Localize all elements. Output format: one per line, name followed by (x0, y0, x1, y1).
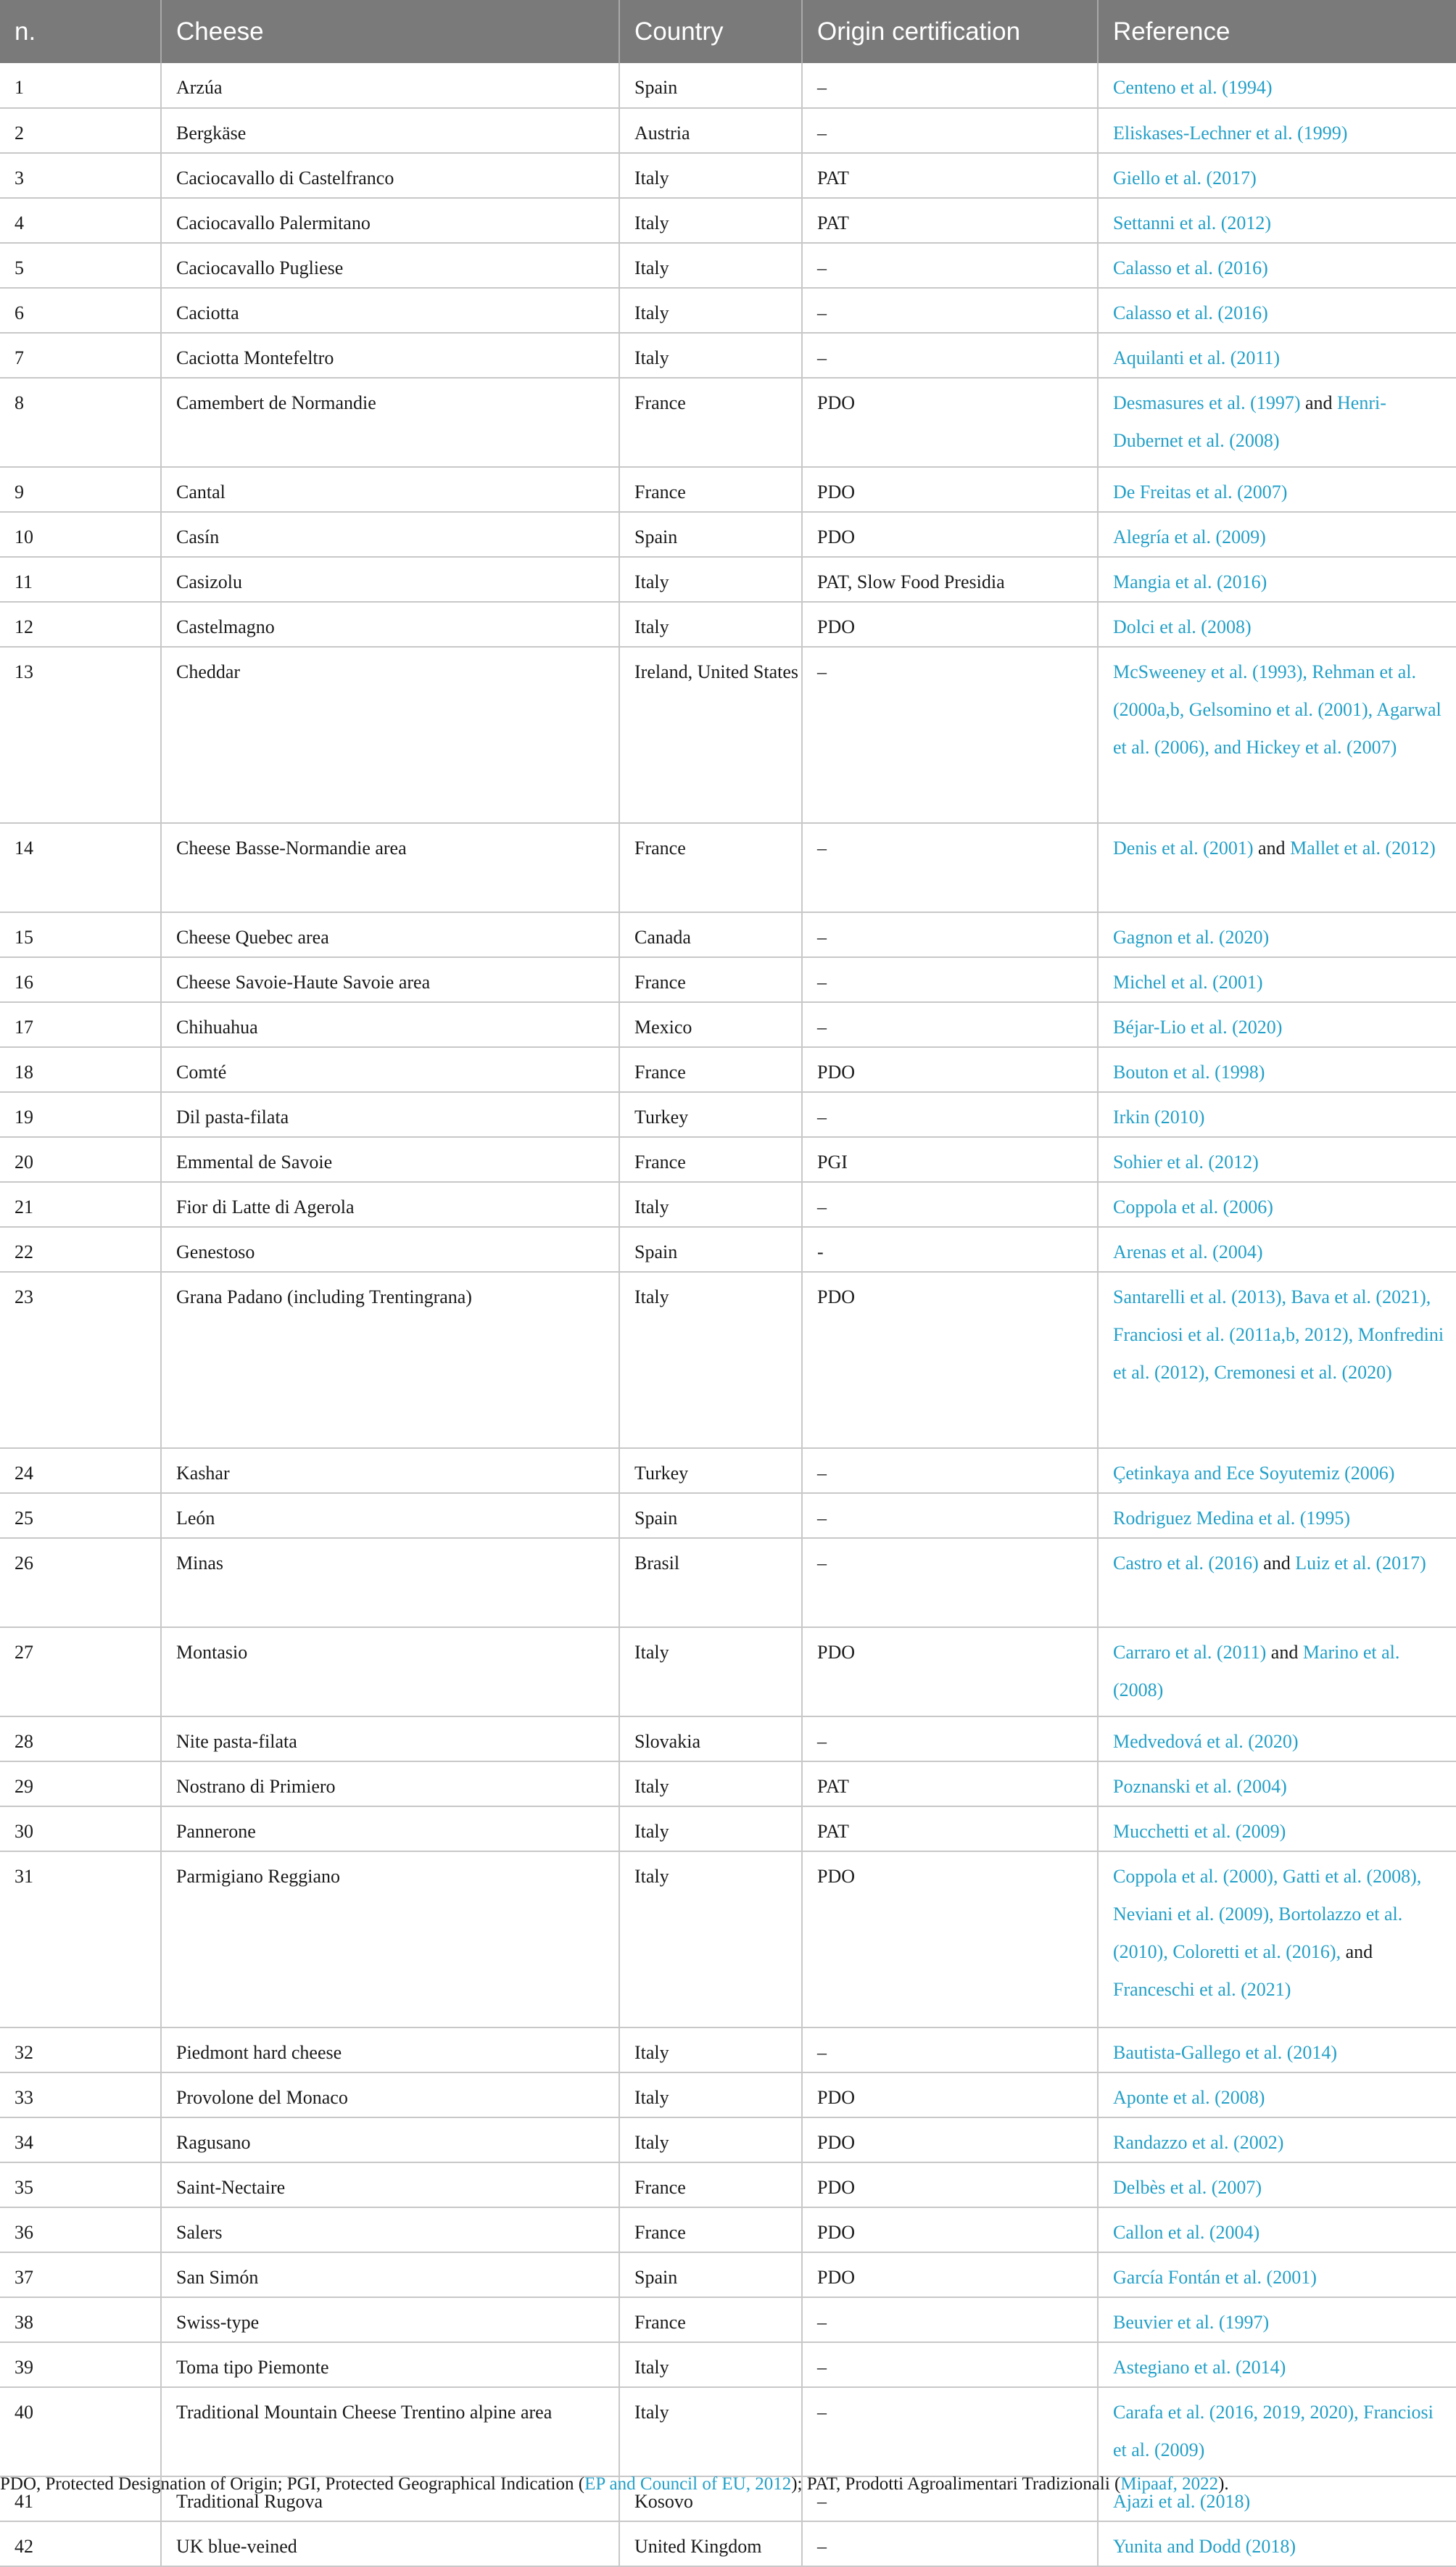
cheese-name: Swiss-type (161, 2297, 619, 2342)
origin-certification: PDO (802, 378, 1098, 467)
country: Italy (619, 288, 802, 333)
table-row (0, 1227, 1456, 1272)
origin-certification: PDO (802, 2072, 1098, 2117)
cheese-name: Casizolu (161, 557, 619, 602)
reference-link[interactable]: Settanni et al. (2012) (1098, 198, 1456, 243)
reference-link[interactable]: Calasso et al. (2016) (1098, 288, 1456, 333)
table-row (0, 333, 1456, 378)
country: Italy (619, 2072, 802, 2117)
country: France (619, 823, 802, 912)
reference-link[interactable]: Castro et al. (2016) (1113, 1553, 1259, 1574)
reference-link[interactable]: Marino et al. (2008) (1113, 1642, 1400, 1700)
cheese-name: Emmental de Savoie (161, 1137, 619, 1182)
reference-link[interactable]: Denis et al. (2001) (1113, 838, 1254, 859)
table-row (0, 647, 1456, 823)
reference-link[interactable]: Ajazi et al. (2018) (1098, 2476, 1456, 2521)
table-row (0, 557, 1456, 602)
row-number: 39 (0, 2342, 161, 2387)
cheese-name: Toma tipo Piemonte (161, 2342, 619, 2387)
header-cheese: Cheese (161, 0, 619, 63)
cheese-name: Fior di Latte di Agerola (161, 1182, 619, 1227)
cheese-name: Dil pasta-filata (161, 1092, 619, 1137)
country: United Kingdom (619, 2521, 802, 2566)
country: France (619, 2207, 802, 2252)
reference-cell (1098, 1851, 1456, 2027)
country: Spain (619, 512, 802, 557)
reference-link[interactable]: Béjar-Lio et al. (2020) (1098, 1002, 1456, 1047)
origin-certification: PDO (802, 1272, 1098, 1448)
row-number: 6 (0, 288, 161, 333)
country: Italy (619, 1182, 802, 1227)
table-row (0, 108, 1456, 153)
cheese-name: Cheese Basse-Normandie area (161, 823, 619, 912)
origin-certification: – (802, 63, 1098, 108)
country: Italy (619, 1627, 802, 1716)
reference-link[interactable]: Yunita and Dodd (2018) (1098, 2521, 1456, 2566)
country: Turkey (619, 1448, 802, 1493)
cheese-name: Caciotta (161, 288, 619, 333)
reference-link[interactable]: Carafa et al. (2016, 2019, 2020), Franciosi et al. (2009) (1098, 2387, 1456, 2476)
country: Italy (619, 1806, 802, 1851)
footnote-link-ep[interactable]: EP and Council of EU, 2012 (584, 2474, 792, 2494)
country: Spain (619, 1227, 802, 1272)
table-row (0, 243, 1456, 288)
reference-link[interactable]: García Fontán et al. (2001) (1098, 2252, 1456, 2297)
row-number: 40 (0, 2387, 161, 2476)
table-row (0, 2207, 1456, 2252)
header-reference: Reference (1113, 17, 1230, 46)
table-row (0, 467, 1456, 512)
origin-certification: – (802, 957, 1098, 1002)
origin-certification: PAT, Slow Food Presidia (802, 557, 1098, 602)
origin-certification: – (802, 2342, 1098, 2387)
cheese-name: Caciocavallo di Castelfranco (161, 153, 619, 198)
cheese-name: Cheese Savoie-Haute Savoie area (161, 957, 619, 1002)
country: France (619, 2297, 802, 2342)
country: Italy (619, 243, 802, 288)
country: Ireland, United States (619, 647, 802, 823)
row-number: 19 (0, 1092, 161, 1137)
origin-certification: PAT (802, 198, 1098, 243)
row-number: 36 (0, 2207, 161, 2252)
table-row (0, 512, 1456, 557)
cheese-name: Cheese Quebec area (161, 912, 619, 957)
cheese-name: Cheddar (161, 647, 619, 823)
reference-link[interactable]: Sohier et al. (2012) (1098, 1137, 1456, 1182)
row-number: 32 (0, 2027, 161, 2072)
country: Italy (619, 1851, 802, 2027)
table-row (0, 1716, 1456, 1761)
reference-link[interactable]: Carraro et al. (2011) (1113, 1642, 1267, 1663)
origin-certification: PDO (802, 1851, 1098, 2027)
row-number: 23 (0, 1272, 161, 1448)
row-number: 15 (0, 912, 161, 957)
header-origin: Origin certification (802, 0, 1098, 63)
table-row (0, 2072, 1456, 2117)
country: France (619, 2162, 802, 2207)
origin-certification: PAT (802, 1806, 1098, 1851)
origin-certification: – (802, 1182, 1098, 1227)
footnote-text-2: ); PAT, Prodotti Agroalimentari Tradizionali ( (791, 2474, 1121, 2494)
header-row (0, 0, 1456, 63)
row-number: 1 (0, 63, 161, 108)
origin-certification: – (802, 2476, 1098, 2521)
row-number: 18 (0, 1047, 161, 1092)
country: Italy (619, 333, 802, 378)
reference-link[interactable]: Eliskases-Lechner et al. (1999) (1098, 108, 1456, 153)
origin-certification: – (802, 647, 1098, 823)
reference-link[interactable]: Bautista-Gallego et al. (2014) (1098, 2027, 1456, 2072)
origin-certification: PDO (802, 602, 1098, 647)
table-row (0, 1182, 1456, 1227)
cheese-name: Caciocavallo Palermitano (161, 198, 619, 243)
cheese-name: Provolone del Monaco (161, 2072, 619, 2117)
cheese-name: Ragusano (161, 2117, 619, 2162)
table-row (0, 1493, 1456, 1538)
origin-certification: – (802, 1092, 1098, 1137)
row-number: 10 (0, 512, 161, 557)
table-row (0, 1448, 1456, 1493)
table-row (0, 1851, 1456, 2027)
reference-link[interactable]: Giello et al. (2017) (1098, 153, 1456, 198)
cheese-name: Cantal (161, 467, 619, 512)
country: Italy (619, 557, 802, 602)
reference-link[interactable]: De Freitas et al. (2007) (1098, 467, 1456, 512)
row-number: 38 (0, 2297, 161, 2342)
reference-link[interactable]: Bouton et al. (1998) (1098, 1047, 1456, 1092)
origin-certification: – (802, 2297, 1098, 2342)
table-row (0, 198, 1456, 243)
row-number: 12 (0, 602, 161, 647)
country: Canada (619, 912, 802, 957)
origin-certification: – (802, 2387, 1098, 2476)
header-country: Country (619, 0, 802, 63)
reference-link[interactable]: Michel et al. (2001) (1098, 957, 1456, 1002)
reference-link[interactable]: Dolci et al. (2008) (1098, 602, 1456, 647)
row-number: 11 (0, 557, 161, 602)
country: France (619, 957, 802, 1002)
country: Spain (619, 1493, 802, 1538)
cheese-name: Kashar (161, 1448, 619, 1493)
country: Kosovo (619, 2476, 802, 2521)
origin-certification: PAT (802, 1761, 1098, 1806)
cheese-name: Traditional Rugova (161, 2476, 619, 2521)
footnote-text-1: PDO, Protected Designation of Origin; PGI, Protected Geographical Indication ( (0, 2474, 585, 2494)
reference-cell (1098, 378, 1456, 467)
table-row (0, 288, 1456, 333)
table-row (0, 912, 1456, 957)
table-row (0, 1047, 1456, 1092)
reference-link[interactable]: Luiz et al. (2017) (1295, 1553, 1426, 1574)
reference-cell (1098, 1627, 1456, 1716)
cheese-name: Chihuahua (161, 1002, 619, 1047)
table-row (0, 378, 1456, 467)
country: France (619, 378, 802, 467)
cheese-name: Piedmont hard cheese (161, 2027, 619, 2072)
country: Italy (619, 153, 802, 198)
reference-link[interactable]: Astegiano et al. (2014) (1098, 2342, 1456, 2387)
reference-joiner: and (1263, 1553, 1291, 1574)
table-row (0, 1092, 1456, 1137)
country: Slovakia (619, 1716, 802, 1761)
country: France (619, 1047, 802, 1092)
reference-link[interactable]: Santarelli et al. (2013), Bava et al. (2021), Franciosi et al. (2011a,b, 2012), Monfredini et al. (2012), Cremonesi et al. (2020) (1098, 1272, 1456, 1448)
cheese-name: Bergkäse (161, 108, 619, 153)
country: Italy (619, 2342, 802, 2387)
row-number: 2 (0, 108, 161, 153)
cheese-name: Castelmagno (161, 602, 619, 647)
row-number: 9 (0, 467, 161, 512)
country: Spain (619, 2252, 802, 2297)
reference-joiner: and (1304, 392, 1333, 413)
origin-certification: – (802, 288, 1098, 333)
cheese-name: San Simón (161, 2252, 619, 2297)
origin-certification: PDO (802, 2207, 1098, 2252)
cheese-name: Grana Padano (including Trentingrana) (161, 1272, 619, 1448)
cheese-name: Traditional Mountain Cheese Trentino alpine area (161, 2387, 619, 2476)
table-row (0, 1806, 1456, 1851)
origin-certification: PDO (802, 2117, 1098, 2162)
origin-certification: – (802, 1002, 1098, 1047)
table-row (0, 957, 1456, 1002)
table-row (0, 1137, 1456, 1182)
country: France (619, 1137, 802, 1182)
origin-certification: – (802, 823, 1098, 912)
cheese-name: Saint-Nectaire (161, 2162, 619, 2207)
reference-link[interactable]: Desmasures et al. (1997) (1113, 392, 1301, 413)
reference-link[interactable]: Alegría et al. (2009) (1098, 512, 1456, 557)
reference-joiner: and (1345, 1941, 1373, 1962)
row-number: 35 (0, 2162, 161, 2207)
reference-link[interactable]: Coppola et al. (2006) (1098, 1182, 1456, 1227)
table-row (0, 2252, 1456, 2297)
row-number: 30 (0, 1806, 161, 1851)
cheese-name: Arzúa (161, 63, 619, 108)
row-number: 33 (0, 2072, 161, 2117)
country: Italy (619, 1761, 802, 1806)
country: Spain (619, 63, 802, 108)
cheese-name: Casín (161, 512, 619, 557)
row-number: 14 (0, 823, 161, 912)
reference-joiner: and (1258, 838, 1286, 859)
cheese-name: Pannerone (161, 1806, 619, 1851)
reference-link[interactable]: Irkin (2010) (1098, 1092, 1456, 1137)
country: France (619, 467, 802, 512)
row-number: 5 (0, 243, 161, 288)
row-number: 22 (0, 1227, 161, 1272)
row-number: 42 (0, 2521, 161, 2566)
footnote-link-mipaaf[interactable]: Mipaaf, 2022 (1120, 2474, 1219, 2494)
reference-link[interactable]: Mucchetti et al. (2009) (1098, 1806, 1456, 1851)
origin-certification: – (802, 912, 1098, 957)
reference-link[interactable]: Rodriguez Medina et al. (1995) (1098, 1493, 1456, 1538)
country: Italy (619, 2387, 802, 2476)
country: Brasil (619, 1538, 802, 1627)
reference-link[interactable]: Mangia et al. (2016) (1098, 557, 1456, 602)
reference-link[interactable]: Calasso et al. (2016) (1098, 243, 1456, 288)
origin-certification: PAT (802, 153, 1098, 198)
country: Italy (619, 2117, 802, 2162)
cheese-name: Caciotta Montefeltro (161, 333, 619, 378)
row-number: 21 (0, 1182, 161, 1227)
row-number: 29 (0, 1761, 161, 1806)
country: Italy (619, 602, 802, 647)
origin-certification: – (802, 1538, 1098, 1627)
reference-link[interactable]: Delbès et al. (2007) (1098, 2162, 1456, 2207)
cheese-name: León (161, 1493, 619, 1538)
country: Italy (619, 2027, 802, 2072)
origin-certification: – (802, 243, 1098, 288)
table-row (0, 2342, 1456, 2387)
table-row (0, 1627, 1456, 1716)
cheese-name: Parmigiano Reggiano (161, 1851, 619, 2027)
row-number: 24 (0, 1448, 161, 1493)
origin-certification: – (802, 2521, 1098, 2566)
row-number: 7 (0, 333, 161, 378)
cheese-name: UK blue-veined (161, 2521, 619, 2566)
cheese-name: Minas (161, 1538, 619, 1627)
row-number: 37 (0, 2252, 161, 2297)
reference-link[interactable]: Randazzo et al. (2002) (1098, 2117, 1456, 2162)
origin-certification: – (802, 1493, 1098, 1538)
cheese-name: Genestoso (161, 1227, 619, 1272)
row-number: 34 (0, 2117, 161, 2162)
reference-link[interactable]: Arenas et al. (2004) (1098, 1227, 1456, 1272)
table-row (0, 2387, 1456, 2476)
reference-link[interactable]: Henri-Dubernet et al. (2008) (1113, 392, 1386, 451)
origin-certification: PDO (802, 467, 1098, 512)
reference-link[interactable]: Çetinkaya and Ece Soyutemiz (2006) (1098, 1448, 1456, 1493)
reference-link[interactable]: Gagnon et al. (2020) (1098, 912, 1456, 957)
reference-link[interactable]: Coppola et al. (2000), Gatti et al. (2008), Neviani et al. (2009), Bortolazzo et al. (2010), Coloretti et al. (2016), (1113, 1866, 1422, 1962)
row-number: 8 (0, 378, 161, 467)
row-number: 4 (0, 198, 161, 243)
cheese-name: Caciocavallo Pugliese (161, 243, 619, 288)
country: Turkey (619, 1092, 802, 1137)
table-row (0, 2117, 1456, 2162)
table-row (0, 63, 1456, 108)
row-number: 17 (0, 1002, 161, 1047)
reference-link[interactable]: Medvedová et al. (2020) (1098, 1716, 1456, 1761)
header-n: n. (0, 0, 161, 63)
table-row (0, 2521, 1456, 2566)
country: Mexico (619, 1002, 802, 1047)
row-number: 20 (0, 1137, 161, 1182)
reference-link[interactable]: McSweeney et al. (1993), Rehman et al. (2000a,b, Gelsomino et al. (2001), Agarwal et al. (2006), and Hickey et al. (2007) (1098, 647, 1456, 823)
table-row (0, 1272, 1456, 1448)
origin-certification: PDO (802, 2252, 1098, 2297)
row-number: 31 (0, 1851, 161, 2027)
cheese-name: Salers (161, 2207, 619, 2252)
country: Italy (619, 198, 802, 243)
origin-certification: PDO (802, 1627, 1098, 1716)
country: Italy (619, 1272, 802, 1448)
row-number: 41 (0, 2476, 161, 2521)
table-row (0, 2162, 1456, 2207)
origin-certification: – (802, 333, 1098, 378)
cheese-name: Camembert de Normandie (161, 378, 619, 467)
origin-certification: – (802, 2027, 1098, 2072)
row-number: 25 (0, 1493, 161, 1538)
row-number: 3 (0, 153, 161, 198)
origin-certification: – (802, 108, 1098, 153)
cheese-name: Nostrano di Primiero (161, 1761, 619, 1806)
table-row (0, 1002, 1456, 1047)
country: Austria (619, 108, 802, 153)
table-row (0, 823, 1456, 912)
reference-link[interactable]: Aquilanti et al. (2011) (1098, 333, 1456, 378)
cheese-name: Comté (161, 1047, 619, 1092)
row-number: 27 (0, 1627, 161, 1716)
reference-cell (1098, 1538, 1456, 1627)
reference-link[interactable]: Franceschi et al. (2021) (1113, 1979, 1291, 2000)
table-footnote (0, 2471, 1456, 2497)
reference-cell (1098, 823, 1456, 912)
reference-link[interactable]: Callon et al. (2004) (1098, 2207, 1456, 2252)
cheese-name: Nite pasta-filata (161, 1716, 619, 1761)
footnote-text-3: ). (1218, 2474, 1229, 2494)
origin-certification: PDO (802, 2162, 1098, 2207)
cheese-name: Montasio (161, 1627, 619, 1716)
row-number: 16 (0, 957, 161, 1002)
reference-link[interactable]: Poznanski et al. (2004) (1098, 1761, 1456, 1806)
table-row (0, 2027, 1456, 2072)
reference-link[interactable]: Aponte et al. (2008) (1098, 2072, 1456, 2117)
origin-certification: - (802, 1227, 1098, 1272)
table-row (0, 602, 1456, 647)
reference-link[interactable]: Mallet et al. (2012) (1290, 838, 1436, 859)
row-number: 13 (0, 647, 161, 823)
table-row (0, 2297, 1456, 2342)
reference-joiner: and (1270, 1642, 1299, 1663)
origin-certification: PDO (802, 1047, 1098, 1092)
origin-certification: PGI (802, 1137, 1098, 1182)
origin-certification: – (802, 1448, 1098, 1493)
origin-certification: PDO (802, 512, 1098, 557)
reference-link[interactable]: Beuvier et al. (1997) (1098, 2297, 1456, 2342)
table-row (0, 1538, 1456, 1627)
reference-link[interactable]: Centeno et al. (1994) (1098, 63, 1456, 108)
origin-certification: – (802, 1716, 1098, 1761)
row-number: 26 (0, 1538, 161, 1627)
row-number: 28 (0, 1716, 161, 1761)
table-row (0, 1761, 1456, 1806)
table-row (0, 153, 1456, 198)
